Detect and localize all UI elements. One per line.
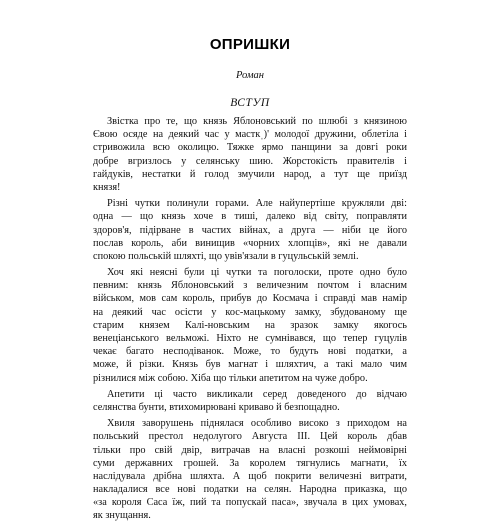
text-line: Хвиля заворушень піднялася особливо високо з приходом на [107, 418, 407, 430]
text-line: суми державних грошей. За королем тягнулись магнати, їх [93, 457, 407, 469]
text-line: Хоч які неясні були ці чутки та поголоски, проте одно було [107, 267, 407, 279]
text-line: венеціанського вельможі. Ніхто не сумнівався, що тепер гуцулів [93, 333, 407, 344]
text-line: Різні чутки полинули горами. Але найупертіше кружляли дві: [107, 198, 407, 210]
text-line: накладалися все нові податки на селян. Народна приказка, що [93, 484, 407, 496]
paragraph [93, 197, 407, 263]
text-line: князя! [93, 181, 121, 193]
text-line: військом, мов сам король, прибув до Космача і справді мав намір [93, 293, 407, 305]
text-line: здоров'я, підірване в частих війнах, а друга — ніби це його [93, 224, 407, 236]
text-line: тільки про свій двір, витрачав на власні розкоші неймовірні [93, 444, 407, 456]
text-line: польський престол недолугого Августа ІІІ. Цей король дбав [93, 431, 407, 443]
paragraph [93, 266, 407, 385]
text-line: може, й різки. Князь був магнат і шляхтич, а такі мало чим [93, 359, 407, 371]
text-line: послав король, аби винищив «чорних хлопців», які не давали [93, 237, 407, 249]
paragraph [93, 115, 407, 194]
text-line: Звістка про те, що князь Яблоновський по шлюбі з князиною [107, 116, 407, 127]
text-line: стривожила всю околицю. Тяжке ярмо панщини за довгі роки [93, 142, 407, 154]
text-line: одна — що князь хоче в тиші, далеко від світу, поправляти [93, 211, 407, 223]
text-line: спокою польській шляхті, що увів'язали в гуцульській землі. [93, 250, 359, 262]
text-line: «за короля Саса їж, пий та попускай паса», звучала в цих умовах, [93, 497, 407, 509]
text-line: добре вгризлось у селянську шию. Жорстокість правителів і [93, 155, 407, 167]
paragraph [93, 417, 407, 523]
text-line: чекає багато несподіванок. Може, то будуть нові податки, а [93, 346, 407, 358]
paragraph [93, 388, 407, 414]
book-title: ОПРИШКИ [209, 36, 291, 53]
text-line: старим князем Калі-новським на зразок замку якогось [93, 319, 407, 331]
book-subtitle: Роман [235, 70, 265, 81]
text-line: на деякий час осісти у кос-мацькому замку, збудованому ще [93, 306, 407, 318]
text-line: наслідувала дрібна шляхта. А щоб покрити величезні витрати, [93, 470, 407, 482]
text-line: як знущання. [93, 510, 151, 522]
text-line: гайдуків, нестатки й голод змучили народ, а тут ще приїзд [93, 168, 407, 180]
text-line: селянства бунти, втихомирювані криваво й безпощадно. [93, 401, 340, 413]
section-title: ВСТУП [230, 97, 270, 109]
body-text [93, 115, 407, 526]
text-line: різнилися між собою. Хіба що тільки апетитом на чуже добро. [93, 372, 368, 384]
text-line: Апетити ці часто викликали серед доведеного до відчаю [107, 388, 407, 400]
text-line: Євою осяде на деякий час у масткˌ)' молодої дружини, облетіла і [93, 129, 407, 141]
text-line: певним: князь Яблоновський з величезним почтом і власним [93, 280, 407, 292]
